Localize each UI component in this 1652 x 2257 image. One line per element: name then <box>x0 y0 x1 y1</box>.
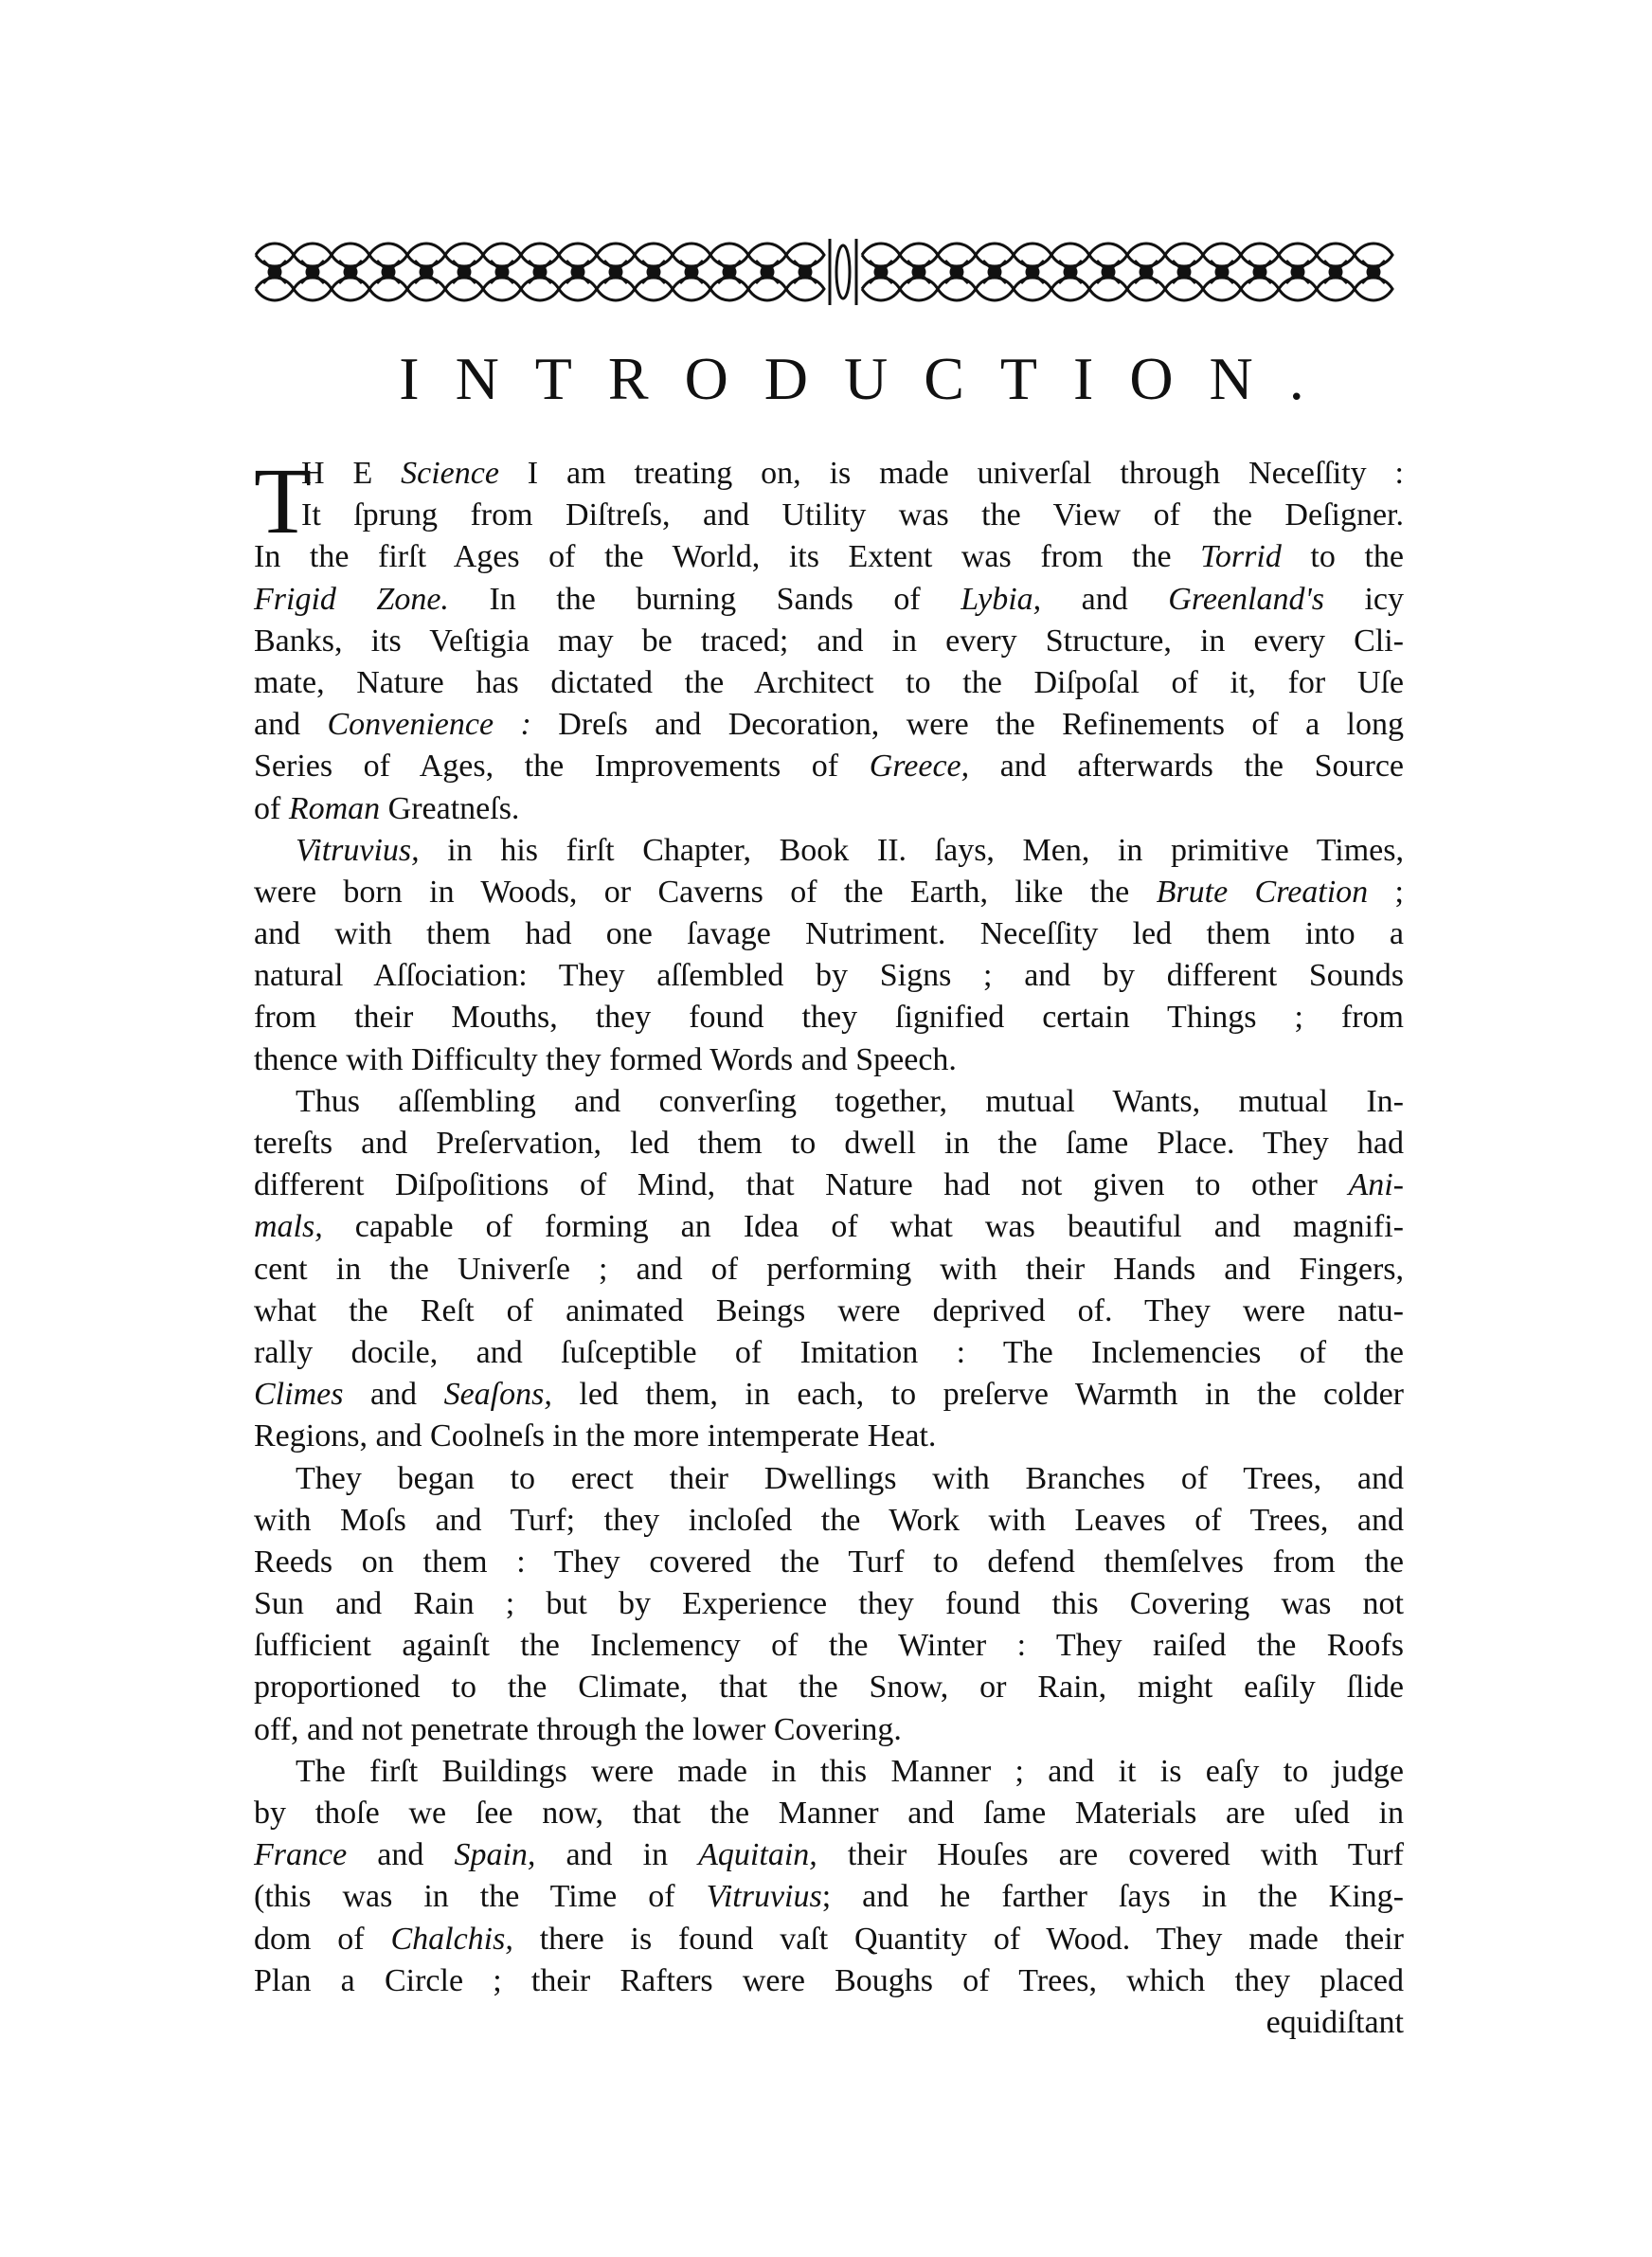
text-line <box>254 1876 1404 1918</box>
text-run: The firſt Buildings were made in this Manner ; and it is eaſy to judge <box>296 1753 1404 1789</box>
text-line <box>254 1751 1404 1793</box>
ornament-loop <box>748 244 786 266</box>
ornament-cross <box>718 261 741 283</box>
text-line <box>254 621 1404 662</box>
ornament-loop <box>369 244 407 266</box>
text-line <box>254 453 1404 495</box>
text-line <box>254 1123 1404 1165</box>
text-run: In the firſt Ages of the World, its Extent was from the <box>254 539 1201 575</box>
ornament-loop <box>559 278 597 300</box>
ornament-loop <box>332 244 369 266</box>
text-run: In the burning Sands of <box>448 581 961 617</box>
text-run: ſufficient againſt the Inclemency of the Winter : They raiſed the Roofs <box>254 1628 1404 1664</box>
text-line <box>254 1500 1404 1542</box>
ornament-loop <box>1355 244 1392 266</box>
text-run: off, and not penetrate through the lower Covering. <box>254 1711 902 1747</box>
ornament-cross <box>794 261 817 283</box>
italic-run: Frigid Zone. <box>254 581 449 617</box>
italic-run: Brute Creation <box>1156 874 1369 910</box>
italic-run: Greece, <box>869 749 970 785</box>
text-line <box>254 495 1404 536</box>
ornament-loop <box>597 278 635 300</box>
page-title: INTRODUCTION. <box>399 345 1340 412</box>
italic-run: Chalchis, <box>390 1921 513 1957</box>
ornament-loop <box>1317 244 1355 266</box>
italic-run: France <box>254 1837 348 1873</box>
text-line <box>254 662 1404 704</box>
text-run: I am treating on, is made univerſal through Neceſſity : <box>498 456 1404 491</box>
text-line <box>254 1625 1404 1667</box>
catchword: equidiſtant <box>1266 2004 1404 2040</box>
ornament-cross <box>1059 261 1082 283</box>
text-line <box>254 1793 1404 1834</box>
italic-run: Aquitain, <box>698 1837 817 1873</box>
italic-run: Spain, <box>454 1837 536 1873</box>
ornament-loop <box>1051 278 1089 300</box>
text-line <box>254 1039 1404 1081</box>
text-run: Plan a Circle ; their Rafters were Boughs of Trees, which they placed <box>254 1962 1404 1998</box>
text-run: (this was in the Time of <box>254 1879 707 1915</box>
text-run: It ſprung from Diſtreſs, and Utility was the View of the Deſigner. <box>301 497 1404 533</box>
text-line <box>254 997 1404 1038</box>
italic-run: Convenience : <box>327 707 531 743</box>
text-line <box>254 955 1404 997</box>
ornament-loop <box>673 278 710 300</box>
text-run: Dreſs and Decoration, were the Refinements of a long <box>530 707 1405 743</box>
text-line <box>254 1960 1404 2002</box>
text-run: Greatneſs. <box>380 790 520 826</box>
ornament-loop <box>635 244 673 266</box>
text-run: Reeds on them : They covered the Turf to defend themſelves from the <box>254 1544 1404 1580</box>
ornament-cross <box>1362 261 1385 283</box>
italic-run: Seaſons, <box>443 1377 552 1413</box>
text-run: from their Mouths, they found they ſignified certain Things ; from <box>254 1000 1404 1036</box>
ornament-cross <box>415 261 438 283</box>
italic-run: Ani- <box>1348 1167 1404 1203</box>
text-run: natural Aſſociation: They aſſembled by Signs ; and by different Sounds <box>254 958 1404 994</box>
text-line <box>254 1332 1404 1374</box>
italic-run: Science <box>401 456 499 491</box>
text-line <box>254 1291 1404 1332</box>
text-run: led them, in each, to preſerve Warmth in the colder <box>551 1377 1405 1413</box>
text-run: dom of <box>254 1921 391 1957</box>
ornament-cross <box>566 261 589 283</box>
ornament-cross <box>945 261 968 283</box>
ornament-cross <box>1324 261 1347 283</box>
text-line <box>254 1709 1404 1751</box>
ornament-loop <box>1317 278 1355 300</box>
ornament-cross <box>1173 261 1195 283</box>
text-line <box>254 830 1404 872</box>
ornament-loop <box>407 278 445 300</box>
text-line <box>254 1416 1404 1457</box>
text-run: to the <box>1281 539 1404 575</box>
text-run: what the Reſt of animated Beings were deprived of. They were natu- <box>254 1292 1404 1328</box>
ornament-cross <box>756 261 779 283</box>
ornament-loop <box>1089 278 1127 300</box>
ornament-loop <box>407 244 445 266</box>
italic-run: Lybia, <box>961 581 1042 617</box>
italic-run: Vitruvius <box>706 1879 822 1915</box>
italic-run: Climes <box>254 1377 344 1413</box>
text-line <box>254 1165 1404 1206</box>
ornament-loop <box>673 244 710 266</box>
ornament-cross <box>453 261 476 283</box>
text-run: and in <box>535 1837 699 1873</box>
ornament-loop <box>294 278 332 300</box>
text-run: and <box>1041 581 1169 617</box>
ornament-loop <box>1089 244 1127 266</box>
text-run: different Diſpoſitions of Mind, that Nature had not given to other <box>254 1167 1349 1203</box>
text-run: thence with Difficulty they formed Words and Speech. <box>254 1041 957 1077</box>
text-line <box>254 579 1404 621</box>
ornament-loop <box>1203 244 1241 266</box>
text-line <box>254 788 1404 830</box>
text-run: Series of Ages, the Improvements of <box>254 749 870 785</box>
ornament-cross <box>907 261 930 283</box>
text-run: rally docile, and ſuſceptible of Imitation : The Inclemencies of the <box>254 1334 1404 1370</box>
text-line <box>254 1542 1404 1583</box>
text-line <box>254 913 1404 955</box>
text-line <box>254 872 1404 913</box>
ornament-loop <box>1051 244 1089 266</box>
ornament-loop <box>976 244 1014 266</box>
ornament-cross <box>491 261 513 283</box>
text-line <box>254 1919 1404 1960</box>
ornament-loop <box>1014 244 1051 266</box>
text-run: capable of forming an Idea of what was beautiful and magnifi- <box>322 1209 1404 1245</box>
italic-run: Greenland's <box>1168 581 1324 617</box>
text-line <box>254 1374 1404 1416</box>
text-run: mate, Nature has dictated the Architect to the Diſpoſal of it, for Uſe <box>254 664 1404 700</box>
ornament-cross <box>1211 261 1233 283</box>
text-run: ; <box>1368 874 1405 910</box>
ornament-loop <box>521 278 559 300</box>
ornament-loop <box>483 244 521 266</box>
ornament-loop <box>786 278 824 300</box>
ornament-loop <box>1355 278 1392 300</box>
ornament-cross <box>604 261 627 283</box>
ornament-loop <box>1165 244 1203 266</box>
ornament-loop <box>710 278 748 300</box>
ornament-loop <box>597 244 635 266</box>
text-run: Sun and Rain ; but by Experience they found this Covering was not <box>254 1586 1404 1622</box>
ornament-loop <box>559 244 597 266</box>
text-run: and with them had one ſavage Nutriment. Neceſſity led them into a <box>254 916 1404 952</box>
text-run: and <box>347 1837 455 1873</box>
ornament-loop <box>900 244 938 266</box>
text-run: with Moſs and Turf; they incloſed the Work with Leaves of Trees, and <box>254 1502 1404 1538</box>
ornament-cross <box>263 261 286 283</box>
text-line <box>254 1667 1404 1708</box>
ornament-loop <box>1014 278 1051 300</box>
ornament-cross <box>1021 261 1044 283</box>
ornament-loop <box>294 244 332 266</box>
text-line <box>254 536 1404 578</box>
ornament-loop <box>976 278 1014 300</box>
ornament-cross <box>1248 261 1271 283</box>
ornament-cross <box>642 261 665 283</box>
text-line <box>254 1834 1404 1876</box>
ornament-loop <box>1279 244 1317 266</box>
ornament-cross <box>529 261 551 283</box>
text-run: Thus aſſembling and converſing together, mutual Wants, mutual In- <box>296 1083 1404 1119</box>
italic-run: mals, <box>254 1209 323 1245</box>
text-run: were born in Woods, or Caverns of the Earth, like the <box>254 874 1157 910</box>
ornament-cross <box>339 261 362 283</box>
text-run: tereſts and Preſervation, led them to dwell in the ſame Place. They had <box>254 1126 1404 1161</box>
ornament-cross <box>983 261 1006 283</box>
text-run: ; and he farther ſays in the King- <box>821 1879 1405 1915</box>
ornament-loop <box>862 278 900 300</box>
drop-cap-text: T <box>254 448 313 553</box>
text-run: proportioned to the Climate, that the Snow, or Rain, might eaſily ſlide <box>254 1670 1404 1706</box>
ornament-loop <box>483 278 521 300</box>
ornament-loop <box>786 244 824 266</box>
ornament-cross <box>1135 261 1158 283</box>
text-run: their Houſes are covered with Turf <box>817 1837 1404 1873</box>
text-run: and afterwards the Source <box>969 749 1405 785</box>
text-run: by thoſe we ſee now, that the Manner and ſame Materials are uſed in <box>254 1796 1404 1831</box>
ornament-knot <box>836 245 850 298</box>
ornament-loop <box>938 278 976 300</box>
ornament-loop <box>1203 278 1241 300</box>
text-line <box>254 1206 1404 1248</box>
ornament-loop <box>938 244 976 266</box>
ornament-loop <box>1241 244 1279 266</box>
ornament-cross <box>1097 261 1120 283</box>
text-run: in his firſt Chapter, Book II. ſays, Men, in primitive Times, <box>419 832 1404 868</box>
ornament-loop <box>521 244 559 266</box>
ornament-loop <box>445 244 483 266</box>
body-text <box>254 453 1404 2044</box>
text-line <box>254 1249 1404 1291</box>
text-line <box>254 1081 1404 1123</box>
ornament-cross <box>870 261 892 283</box>
ornament-loop <box>369 278 407 300</box>
text-run: there is found vaſt Quantity of Wood. They made their <box>512 1921 1404 1957</box>
ornament-loop <box>1165 278 1203 300</box>
text-run: Banks, its Veſtigia may be traced; and in every Structure, in every Cli- <box>254 623 1404 659</box>
text-run: H E <box>301 456 402 491</box>
italic-run: Torrid <box>1200 539 1282 575</box>
ornament-loop <box>710 244 748 266</box>
text-run: icy <box>1323 581 1405 617</box>
ornament-loop <box>1241 278 1279 300</box>
ornament-loop <box>862 244 900 266</box>
ornament-cross <box>301 261 324 283</box>
text-line <box>254 1583 1404 1625</box>
italic-run: Roman <box>288 790 381 826</box>
text-run: of <box>254 790 289 826</box>
ornament-loop <box>1127 278 1165 300</box>
ornament-loop <box>748 278 786 300</box>
ornament-loop <box>1279 278 1317 300</box>
text-run: and <box>343 1377 444 1413</box>
text-run: They began to erect their Dwellings with Branches of Trees, and <box>296 1460 1404 1496</box>
headpiece-ornament <box>256 235 1411 309</box>
text-line <box>254 746 1404 787</box>
text-run: and <box>254 707 328 743</box>
ornament-loop <box>256 278 294 300</box>
ornament-loop <box>1127 244 1165 266</box>
ornament-cross <box>680 261 703 283</box>
italic-run: Vitruvius, <box>296 832 420 868</box>
ornament-loop <box>256 244 294 266</box>
text-run: Regions, and Coolneſs in the more intemperate Heat. <box>254 1418 937 1454</box>
text-line <box>254 1458 1404 1500</box>
ornament-loop <box>900 278 938 300</box>
ornament-cross <box>377 261 400 283</box>
ornament-loop <box>445 278 483 300</box>
ornament-cross <box>1286 261 1309 283</box>
text-run: cent in the Univerſe ; and of performing with their Hands and Fingers, <box>254 1251 1404 1287</box>
text-line <box>254 704 1404 746</box>
ornament-loop <box>635 278 673 300</box>
ornament-loop <box>332 278 369 300</box>
